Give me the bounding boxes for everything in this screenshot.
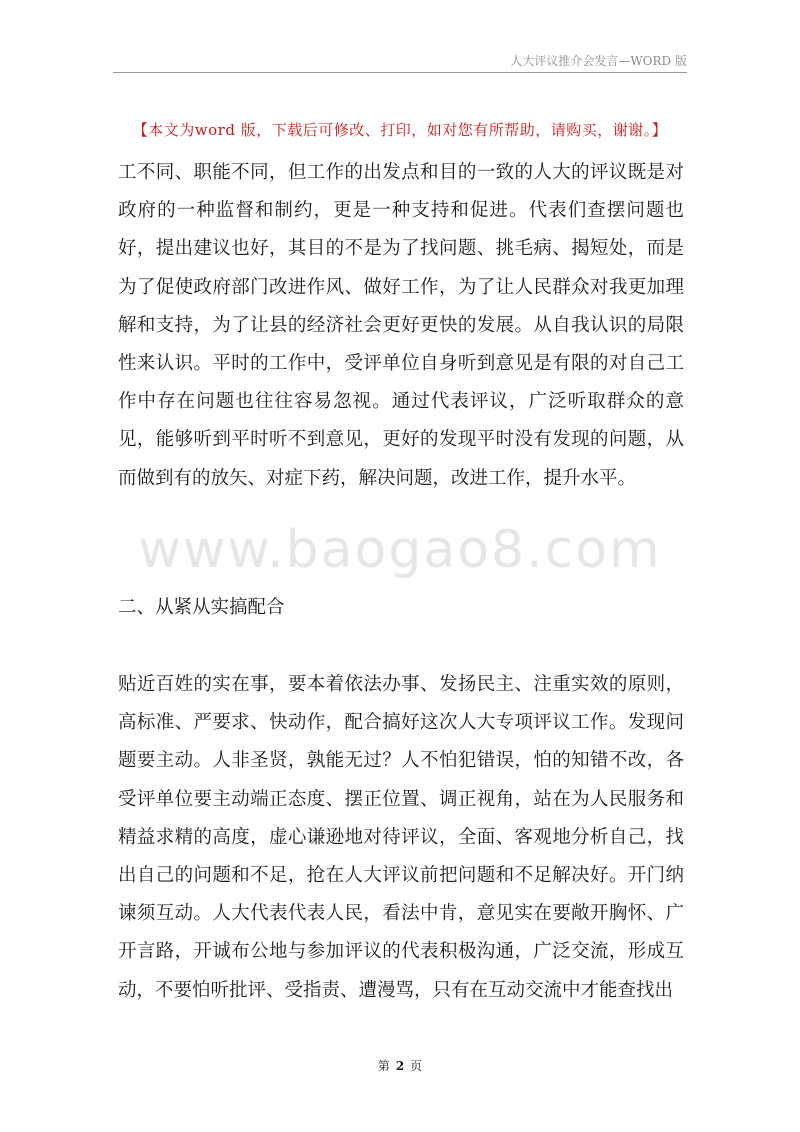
page-label-suffix: 页 <box>410 1059 423 1073</box>
running-header <box>113 52 687 73</box>
page-footer <box>0 1057 800 1074</box>
body-paragraph-2: 贴近百姓的实在事，要本着依法办事、发扬民主、注重实效的原则，高标准、严要求、快动作，配合搞好这次人大专项评议工作。发现问题要主动。人非圣贤，孰能无过？人不怕犯错误，怕的知错不改，各受评单位要主动端正态度、摆正位置、调正视角，站在为人民服务和精益求精的高度，虚心谦逊地对待评议，全面、客观地分析自己，找出自己的问题和不足，抢在人大评议前把问题和不足解决好。开门纳谏须互动。人大代表代表人民，看法中肯，意见实在要敞开胸怀、广开言路，开诚布公地与参加评议的代表积极沟通，广泛交流，形成互动，不要怕听批评、受指责、遭漫骂，只有在互动交流中才能查找出 <box>118 674 684 1001</box>
page-label-prefix: 第 <box>377 1059 390 1073</box>
running-title: 人大评议推介会发言—WORD 版 <box>510 54 687 68</box>
body-paragraph-1: 工不同、职能不同，但工作的出发点和目的一致的人大的评议既是对政府的一种监督和制约，更是一种支持和促进。代表们查摆问题也好，提出建议也好，其目的不是为了找问题、挑毛病、揭短处，而是为了促使政府部门改进作风、做好工作，为了让人民群众对我更加理解和支持，为了让县的经济社会更好更快的发展。从自我认识的局限性来认识。平时的工作中，受评单位自身听到意见是有限的对自己工作中存在问题也往往容易忽视。通过代表评议，广泛听取群众的意见，能够听到平时听不到意见，更好的发现平时没有发现的问题，从而做到有的放矢、对症下药，解决问题，改进工作，提升水平。 <box>118 162 684 489</box>
page-number: 2 <box>395 1059 405 1073</box>
section-heading: 二、从紧从实搞配合 <box>118 597 285 618</box>
watermark: www.baogao8.com <box>138 520 662 580</box>
purchase-notice: 【本文为word 版，下载后可修改、打印，如对您有所帮助，请购买，谢谢。】 <box>132 121 668 139</box>
